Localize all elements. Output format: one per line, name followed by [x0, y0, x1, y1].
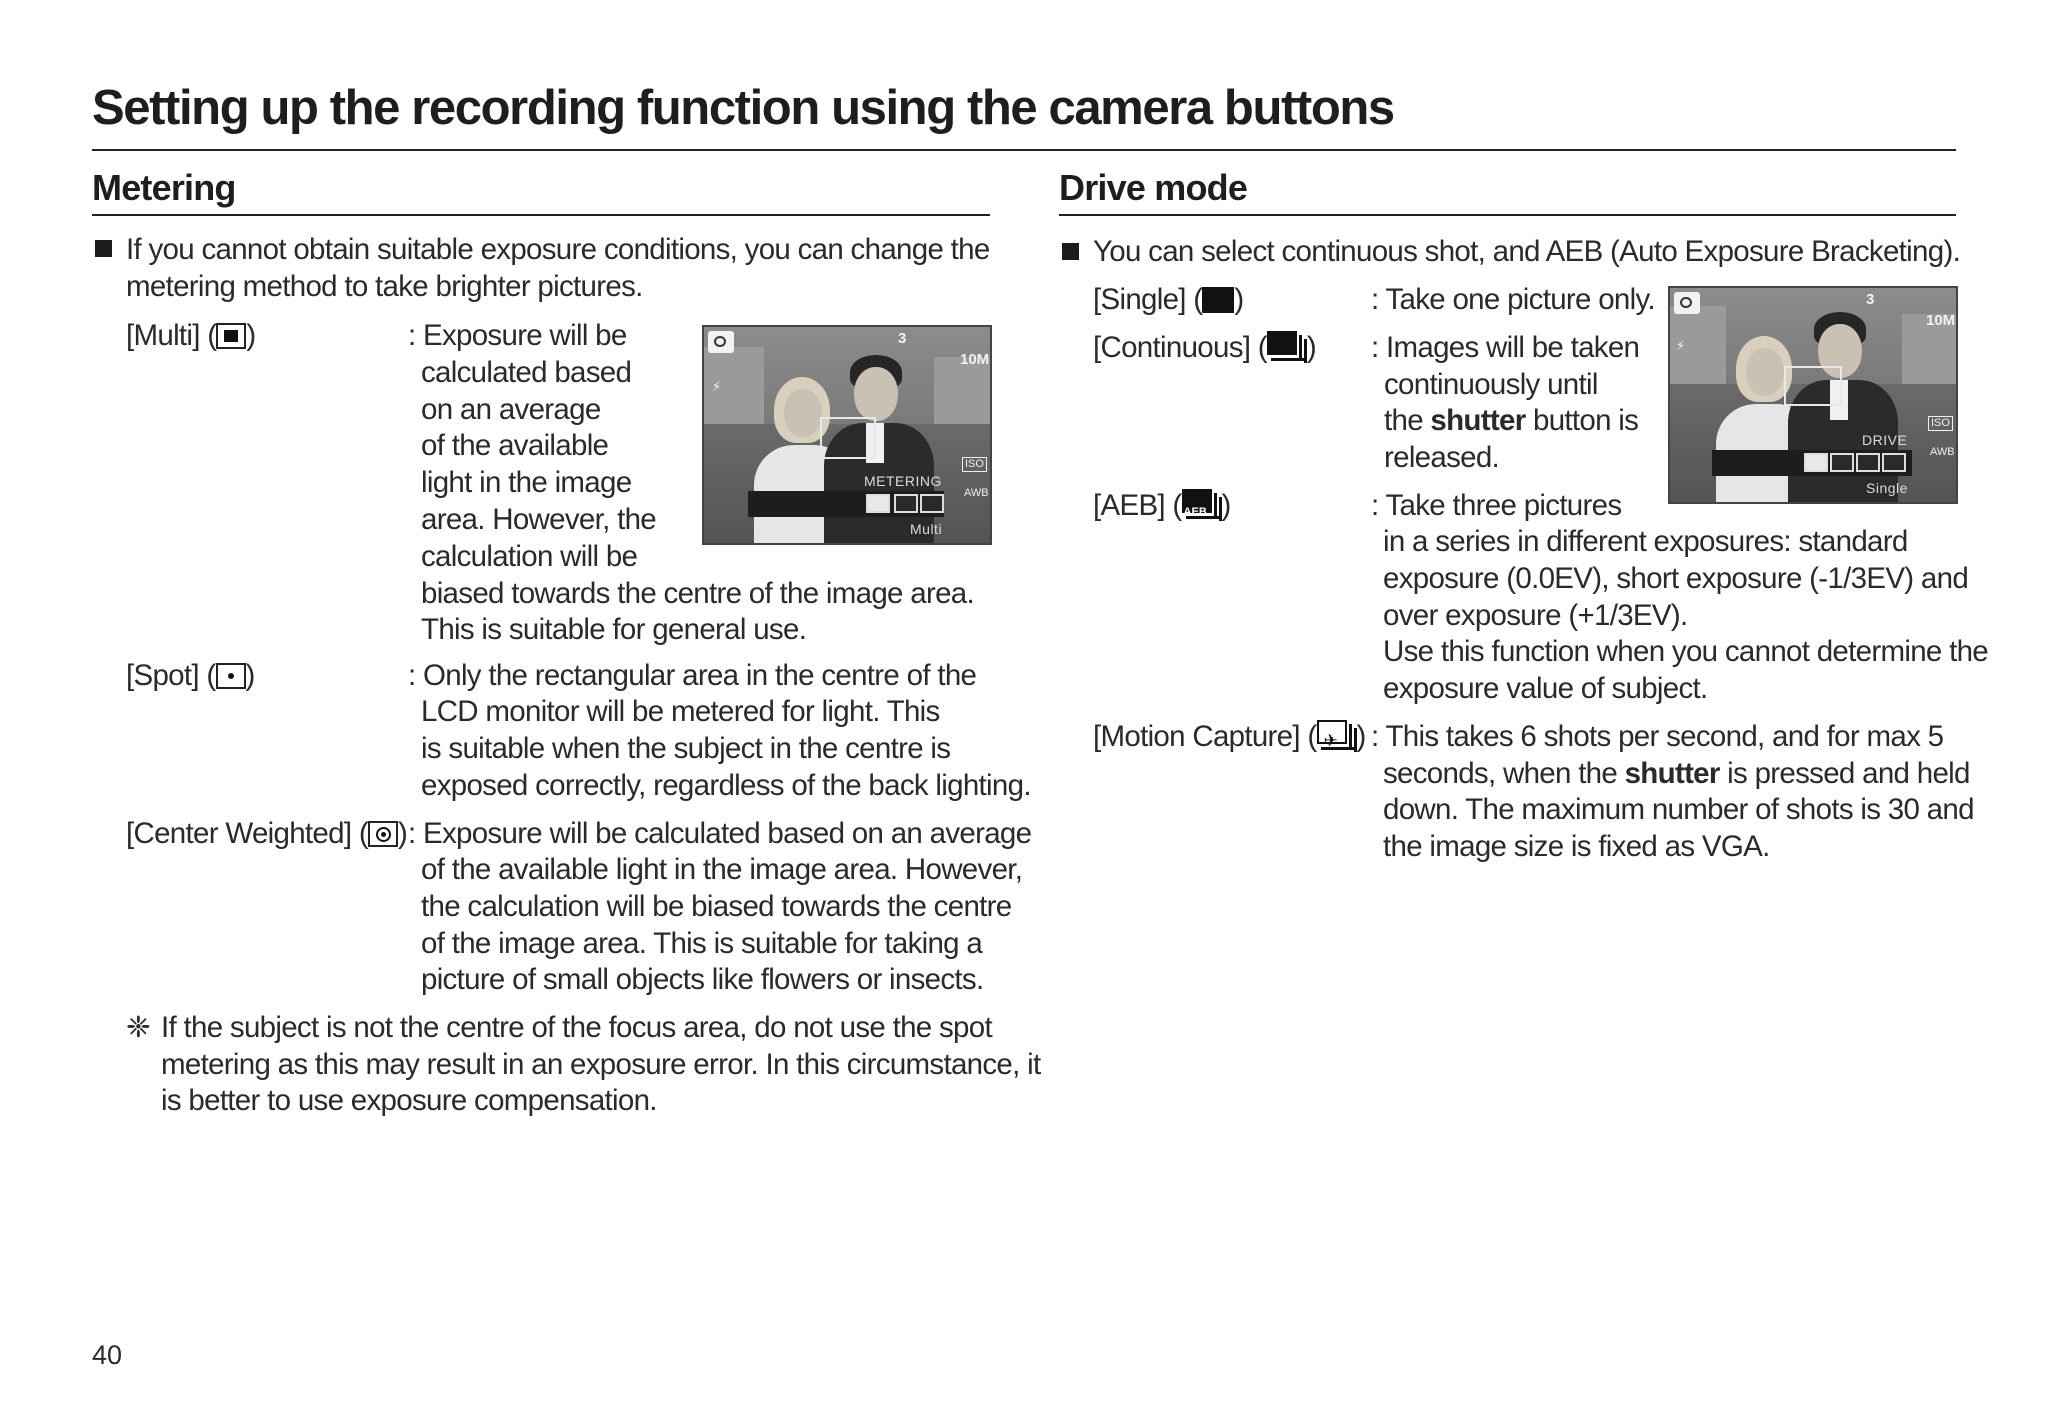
spot-label-open: [Spot] ( — [126, 659, 216, 692]
motion-label-close: ) — [1356, 720, 1366, 753]
single-label-close: ) — [1234, 283, 1244, 316]
metering-lcd-screenshot — [702, 325, 992, 545]
motion-desc-2-pre: seconds, when the — [1383, 757, 1625, 790]
image-size: 10M — [1926, 312, 1956, 329]
continuous-desc-3-post: button is — [1525, 404, 1639, 437]
continuous-desc-2: continuously until — [1384, 368, 1598, 401]
aeb-icon — [1182, 489, 1222, 521]
drive-option-aeb — [1856, 453, 1880, 472]
continuous-label-open: [Continuous] ( — [1093, 331, 1267, 364]
continuous-desc-1: : Images will be taken — [1371, 331, 1640, 364]
camera-mode-icon — [1674, 292, 1700, 314]
note-line-1: If the subject is not the centre of the focus area, do not use the spot — [161, 1011, 992, 1044]
bullet-icon — [1062, 243, 1079, 260]
aeb-desc-5: Use this function when you cannot determine the — [1383, 635, 1989, 668]
spot-desc-2: LCD monitor will be metered for light. This — [421, 695, 940, 728]
multi-metering-icon — [216, 323, 246, 349]
aeb-label-close: ) — [1221, 489, 1231, 522]
multi-desc-9: This is suitable for general use. — [421, 613, 807, 646]
spot-label-close: ) — [245, 659, 255, 692]
single-label-open: [Single] ( — [1093, 283, 1203, 316]
shutter-emphasis: shutter — [1430, 404, 1526, 437]
aeb-label — [1093, 488, 1231, 525]
aeb-desc-2: in a series in different exposures: standard — [1383, 525, 1908, 558]
motion-capture-icon: ✈ — [1317, 720, 1357, 752]
continuous-shot-icon — [1267, 331, 1307, 363]
continuous-label — [1093, 330, 1316, 367]
drive-intro: You can select continuous shot, and AEB (Auto Exposure Bracketing). — [1093, 235, 1961, 268]
metering-option-multi — [866, 494, 890, 513]
awb-indicator: AWB — [1930, 446, 1955, 458]
multi-desc-8: biased towards the centre of the image area. — [421, 577, 974, 610]
multi-label-close: ) — [246, 319, 256, 352]
note-line-2: metering as this may result in an exposure error. In this circumstance, it — [161, 1048, 1041, 1081]
aeb-desc-6: exposure value of subject. — [1383, 672, 1708, 705]
metering-option-center — [920, 494, 944, 513]
bullet-icon — [95, 240, 112, 257]
drive-menu-value: Single — [1866, 480, 1908, 496]
multi-label — [126, 318, 256, 355]
center-desc-2: of the available light in the image area. However, — [421, 853, 1023, 886]
multi-desc-5: light in the image — [421, 466, 632, 499]
image-size: 10M — [960, 351, 990, 368]
drive-mode-divider — [1059, 214, 1956, 216]
iso-indicator: ISO — [1928, 416, 1953, 431]
flash-icon: ⚡ — [712, 379, 722, 394]
motion-capture-label — [1093, 719, 1366, 756]
continuous-desc-4: released. — [1384, 441, 1500, 474]
multi-desc-7: calculation will be — [421, 540, 638, 573]
spot-desc-1: : Only the rectangular area in the centre of the — [408, 659, 977, 692]
aeb-desc-3: exposure (0.0EV), short exposure (-1/3EV) and — [1383, 562, 1969, 595]
camera-mode-icon — [708, 331, 734, 353]
spot-desc-3: is suitable when the subject in the centre is — [421, 732, 951, 765]
title-divider — [92, 149, 1956, 151]
shots-remaining: 3 — [898, 330, 907, 347]
aeb-desc-4: over exposure (+1/3EV). — [1383, 599, 1688, 632]
center-weighted-icon — [368, 821, 398, 847]
aeb-desc-1: : Take three pictures — [1371, 489, 1622, 522]
drive-menu-label: DRIVE — [1862, 432, 1908, 448]
motion-desc-3: down. The maximum number of shots is 30 and — [1383, 793, 1974, 826]
drive-option-continuous — [1830, 453, 1854, 472]
shots-remaining: 3 — [1866, 291, 1875, 308]
continuous-label-close: ) — [1306, 331, 1316, 364]
single-label — [1093, 282, 1244, 319]
center-desc-3: the calculation will be biased towards the centre — [421, 890, 1012, 923]
motion-desc-2 — [1383, 756, 1970, 793]
center-desc-4: of the image area. This is suitable for taking a — [421, 927, 983, 960]
drive-option-motion — [1882, 453, 1906, 472]
center-desc-5: picture of small objects like flowers or insects. — [421, 963, 984, 996]
note-symbol: ❈ — [126, 1011, 151, 1044]
metering-menu-value: Multi — [910, 521, 943, 537]
center-label-close: ) — [397, 817, 408, 850]
metering-menu-label: METERING — [864, 473, 942, 489]
aeb-icon-text: AEB — [1183, 506, 1207, 518]
motion-desc-2-post: is pressed and held — [1719, 757, 1970, 790]
spot-label — [126, 658, 255, 695]
multi-desc-6: area. However, the — [421, 503, 657, 536]
flash-icon: ⚡ — [1676, 338, 1686, 353]
metering-divider — [92, 214, 990, 216]
note-line-3: is better to use exposure compensation. — [161, 1084, 657, 1117]
multi-desc-3: on an average — [421, 393, 601, 426]
center-label-open: [Center Weighted] ( — [126, 817, 368, 850]
multi-desc-2: calculated based — [421, 356, 632, 389]
iso-indicator: ISO — [962, 457, 987, 472]
motion-desc-1: : This takes 6 shots per second, and for max 5 — [1371, 720, 1944, 753]
page-number: 40 — [92, 1340, 123, 1370]
drive-option-single — [1804, 453, 1828, 472]
multi-desc-1: : Exposure will be — [408, 319, 627, 352]
motion-desc-4: the image size is fixed as VGA. — [1383, 830, 1770, 863]
spot-metering-icon — [216, 663, 246, 689]
spot-desc-4: exposed correctly, regardless of the back lighting. — [421, 769, 1031, 802]
metering-intro-line-1: If you cannot obtain suitable exposure conditions, you can change the — [126, 233, 990, 266]
continuous-desc-3 — [1384, 403, 1638, 440]
center-weighted-label — [126, 816, 407, 853]
continuous-desc-3-pre: the — [1384, 404, 1431, 437]
multi-label-open: [Multi] ( — [126, 319, 217, 352]
aeb-label-open: [AEB] ( — [1093, 489, 1182, 522]
page-title: Setting up the recording function using the camera buttons — [92, 81, 1394, 135]
shutter-emphasis: shutter — [1624, 757, 1720, 790]
metering-intro-line-2: metering method to take brighter pictures. — [126, 270, 643, 303]
multi-desc-4: of the available — [421, 429, 609, 462]
center-desc-1: : Exposure will be calculated based on an average — [408, 817, 1032, 850]
drive-lcd-screenshot — [1668, 286, 1958, 504]
metering-option-spot — [894, 494, 918, 513]
single-desc: : Take one picture only. — [1371, 283, 1655, 316]
drive-mode-heading: Drive mode — [1059, 167, 1248, 208]
motion-label-open: [Motion Capture] ( — [1093, 720, 1317, 753]
single-shot-icon — [1202, 287, 1234, 313]
metering-heading: Metering — [92, 167, 236, 208]
awb-indicator: AWB — [964, 487, 989, 499]
